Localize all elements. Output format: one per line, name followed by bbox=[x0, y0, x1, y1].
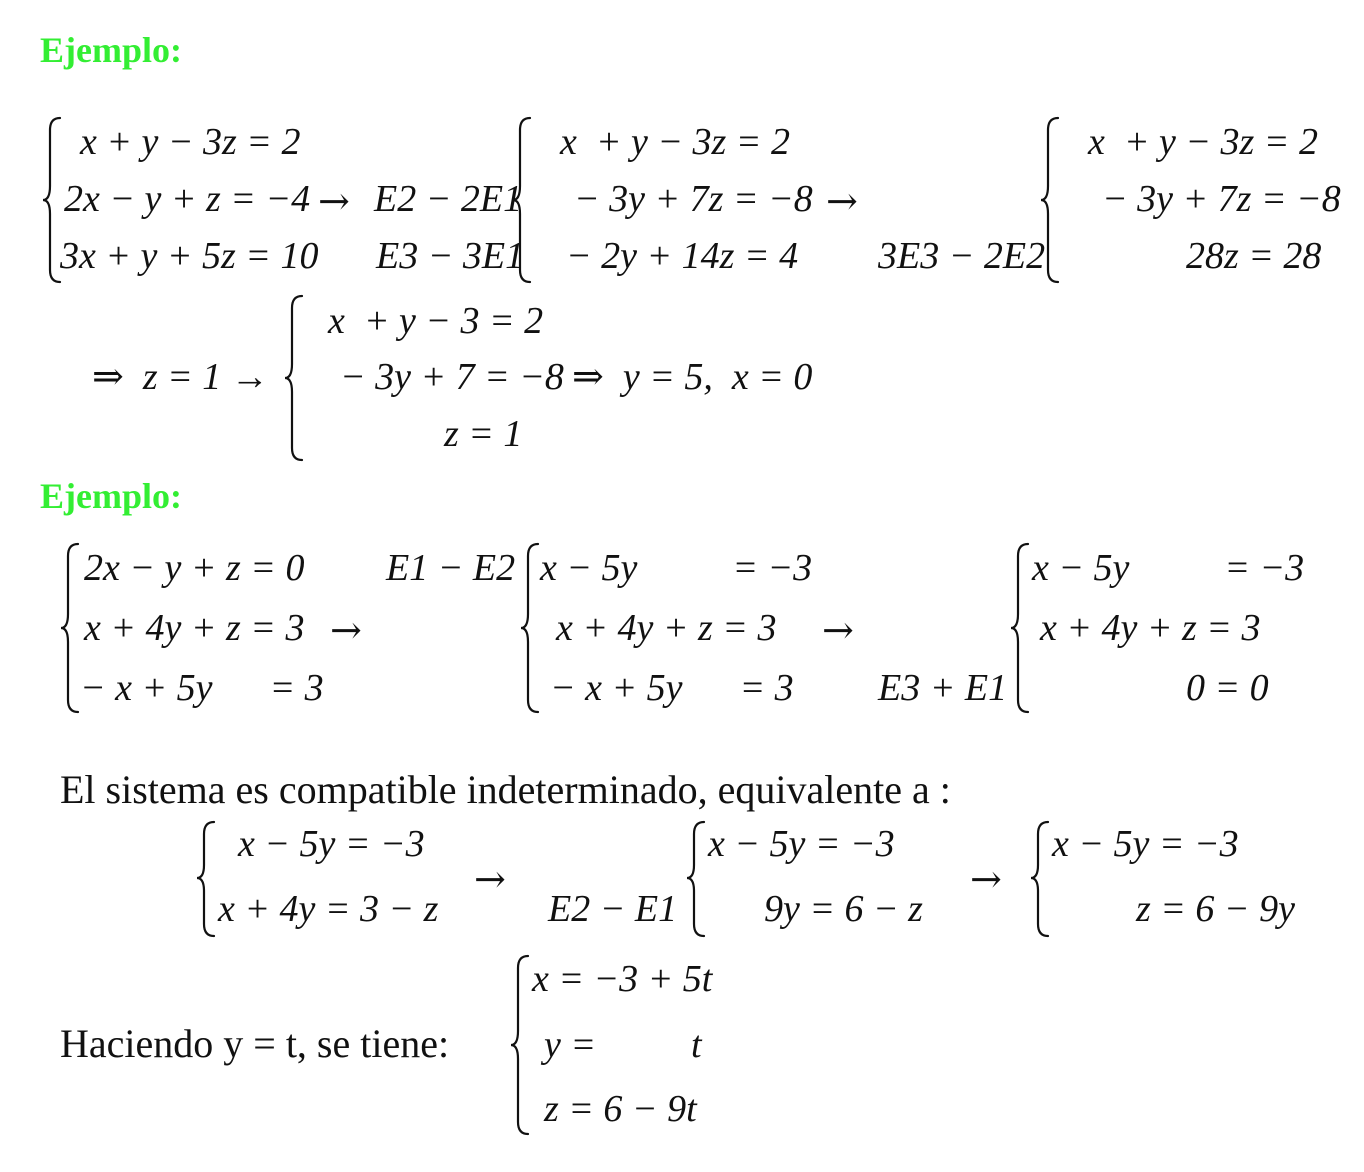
ex2-g-eq1: x − 5y = −3 bbox=[1052, 823, 1239, 865]
ex2-param-intro: Haciendo y = t, se tiene: bbox=[60, 1021, 450, 1066]
brace-ex1-c bbox=[1040, 116, 1060, 284]
ex1-arrow-2: → bbox=[826, 179, 858, 223]
ex2-op-f1: E2 − E1 bbox=[548, 888, 678, 930]
ex1-b-eq1: x + y − 3z = 2 bbox=[560, 121, 790, 163]
ex2-a-eq3: − x + 5y = 3 bbox=[80, 667, 324, 709]
ex2-op-b1: E1 − E2 bbox=[386, 547, 516, 589]
brace-ex2-f bbox=[686, 820, 706, 938]
ex2-arrow-1: → bbox=[330, 608, 362, 652]
ex1-implies-2: ⇒ y = 5, x = 0 bbox=[572, 356, 813, 398]
brace-ex2-e bbox=[196, 820, 216, 938]
ex1-implies-1: ⇒ z = 1 → bbox=[92, 356, 269, 398]
ex1-a-eq1: x + y − 3z = 2 bbox=[80, 121, 301, 163]
ex1-d-eq3: z = 1 bbox=[444, 413, 523, 455]
brace-ex2-c bbox=[1010, 542, 1030, 714]
ex2-h-eq1: x = −3 + 5t bbox=[532, 958, 713, 1000]
brace-ex2-h bbox=[510, 954, 530, 1136]
ex1-d-eq1: x + y − 3 = 2 bbox=[328, 300, 544, 342]
brace-ex1-b bbox=[512, 116, 532, 284]
ex2-arrow-3: → bbox=[474, 857, 506, 901]
ex1-op-c1: 3E3 − 2E2 bbox=[878, 235, 1046, 277]
ex1-b-eq2: − 3y + 7z = −8 bbox=[574, 178, 813, 220]
ex2-h-eq3: z = 6 − 9t bbox=[544, 1088, 697, 1130]
ex1-c-eq3: 28z = 28 bbox=[1186, 235, 1322, 277]
ex1-a-eq2: 2x − y + z = −4 bbox=[64, 178, 311, 220]
ex2-e-eq2: x + 4y = 3 − z bbox=[218, 888, 439, 930]
ex2-f-eq2: 9y = 6 − z bbox=[764, 888, 923, 930]
ex2-a-eq1: 2x − y + z = 0 bbox=[84, 547, 305, 589]
ex2-b-eq3: − x + 5y = 3 bbox=[550, 667, 794, 709]
ex1-c-eq1: x + y − 3z = 2 bbox=[1088, 121, 1318, 163]
ex2-f-eq1: x − 5y = −3 bbox=[708, 823, 895, 865]
ex2-c-eq2: x + 4y + z = 3 bbox=[1040, 607, 1261, 649]
ex2-g-eq2: z = 6 − 9y bbox=[1136, 888, 1295, 930]
brace-ex2-g bbox=[1030, 820, 1050, 938]
ex2-arrow-2: → bbox=[822, 608, 854, 652]
ex2-c-eq3: 0 = 0 bbox=[1186, 667, 1269, 709]
ex2-statement: El sistema es compatible indeterminado, equivalente a : bbox=[60, 767, 951, 812]
ex1-op-b1: E2 − 2E1 bbox=[374, 178, 523, 220]
brace-ex2-a bbox=[60, 542, 80, 714]
brace-ex1-a bbox=[42, 116, 62, 284]
ex2-e-eq1: x − 5y = −3 bbox=[238, 823, 425, 865]
ex2-h-eq2: y = t bbox=[544, 1024, 702, 1066]
ex1-d-eq2: − 3y + 7 = −8 bbox=[340, 356, 564, 398]
example-2-heading: Ejemplo: bbox=[40, 476, 182, 516]
ex2-c-eq1: x − 5y = −3 bbox=[1032, 547, 1305, 589]
ex2-arrow-4: → bbox=[970, 857, 1002, 901]
ex2-b-eq1: x − 5y = −3 bbox=[540, 547, 813, 589]
ex1-c-eq2: − 3y + 7z = −8 bbox=[1102, 178, 1341, 220]
ex1-arrow-1: → bbox=[318, 179, 350, 223]
example-1-heading: Ejemplo: bbox=[40, 30, 182, 70]
brace-ex2-b bbox=[520, 542, 540, 714]
ex1-op-b2: E3 − 3E1 bbox=[376, 235, 525, 277]
ex2-b-eq2: x + 4y + z = 3 bbox=[556, 607, 777, 649]
ex2-op-c1: E3 + E1 bbox=[878, 667, 1008, 709]
ex2-a-eq2: x + 4y + z = 3 bbox=[84, 607, 305, 649]
ex1-a-eq3: 3x + y + 5z = 10 bbox=[60, 235, 319, 277]
brace-ex1-d bbox=[284, 294, 304, 462]
ex1-b-eq3: − 2y + 14z = 4 bbox=[566, 235, 799, 277]
